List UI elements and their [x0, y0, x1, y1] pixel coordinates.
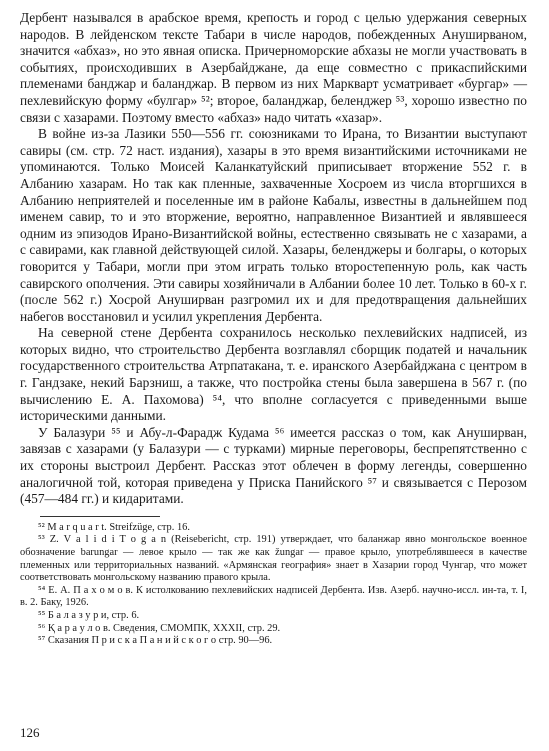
footnote-52: ⁵² M a r q u a r t. Streifzüge, стр. 16. — [38, 521, 190, 533]
footnote-55: ⁵⁵ Б а л а з у р и, стр. 6. — [38, 609, 140, 621]
footnote-54: ⁵⁴ Е. А. П а х о м о в. К истолкованию пехлевийских надписей Дербента. Изв. Азерб. научно-иссл. ин-та, т. I, в. 2. Баку, 1926. — [20, 584, 527, 609]
paragraph-2: В войне из-за Лазики 550—556 гг. союзниками то Ирана, то Византии выступают савиры (см. стр. 72 наст. издания), хазары в это время византийскими источниками не упоминаются. Только Моисей Каланкатуйский приписывает вторжение 552 г. в Албанию хазарам. Но так как пленные, захваченные Хосроем из числа вторгшихся в Албанию неприятелей и поселенные им в районе Кабалы, известны в дальнейшем под именем савир, то и это вторжение, вероятно, направленное Византией и являвшееся одним из эпизодов Ирано-Византийской войны, естественно связывать не с хазарами, а с савирами, как главной действующей силой. Хазары, беленджеры и болгары, о которых говорится у Табари, могли при этом играть только второстепенную роль, как часть савирского ополчения. Эти савиры хозяйничали в Албании более 10 лет. Только в 60-х г. (после 562 г.) Хосрой Ануширван разгромил их и для предотвращения дальнейших набегов восстановил и усилил укрепления Дербента. — [20, 126, 527, 324]
paragraph-1: Дербент назывался в арабское время, крепость и город с целью удержания северных народов. В лейденском тексте Табари в числе народов, побежденных Ануширваном, значится «абхаз», но это явная описка. Причерноморские абхазы не могли участвовать в событиях, происходивших в Азербайджане, да еще совместно с прикаспийскими племенами банджар и баланджар. В первом из них Маркварт усматривает «бургар» — пехлевийскую форму «булгар» ⁵²; второе, баланджар, беленджер ⁵³, хорошо известно по связи с хазарами. Поэтому вместо «абхаз» надо читать «хазар». — [20, 10, 527, 125]
footnote-53: ⁵³ Z. V a l i d i T o g a n (Reisebericht, стр. 191) утверждает, что баланжар явно монгольское военное обозначение barungar — левое крыло — так же как žungar — правое крыло, употреблявшееся в качестве племенных или территориальных названий. «Армянская география» знает в Хазарии город Чунгар, что может соответствовать монгольскому названию правого крыла. — [20, 534, 527, 584]
footnotes — [20, 522, 527, 648]
page-number: 126 — [20, 725, 40, 740]
footnote-56: ⁵⁶ Қ а р а у л о в. Сведения, СМОМПК, XXXII, стр. 29. — [38, 622, 281, 634]
footnote-divider — [40, 516, 160, 517]
paragraph-3: На северной стене Дербента сохранилось несколько пехлевийских надписей, из которых видно, что строительство Дербента возглавлял сборщик податей и начальник государственного строительства Атрпатакана, т. е. иранского Азербайджана с центром в г. Гандзаке, некий Барзниш, а также, что постройка стены была завершена в 567 г. (по вычислению Е. А. Пахомова) ⁵⁴, что вполне согласуется с приведенными выше историческими данными. — [20, 325, 527, 424]
paragraph-4: У Балазури ⁵⁵ и Абу-л-Фарадж Кудама ⁵⁶ имеется рассказ о том, как Ануширван, завязав с хазарами (у Балазури — с турками) мирные переговоры, беспрепятственно с их стороны выстроил Дербент. Рассказ этот облечен в форму легенды, совершенно аналогичной той, которая приведена у Приска Панийского ⁵⁷ и связывается с Перозом (457—484 гг.) и кидаритами. — [20, 424, 527, 507]
footnote-57: ⁵⁷ Сказания П р и с к а П а н и й с к о г о стр. 90—96. — [38, 635, 273, 647]
main-text — [20, 10, 527, 508]
